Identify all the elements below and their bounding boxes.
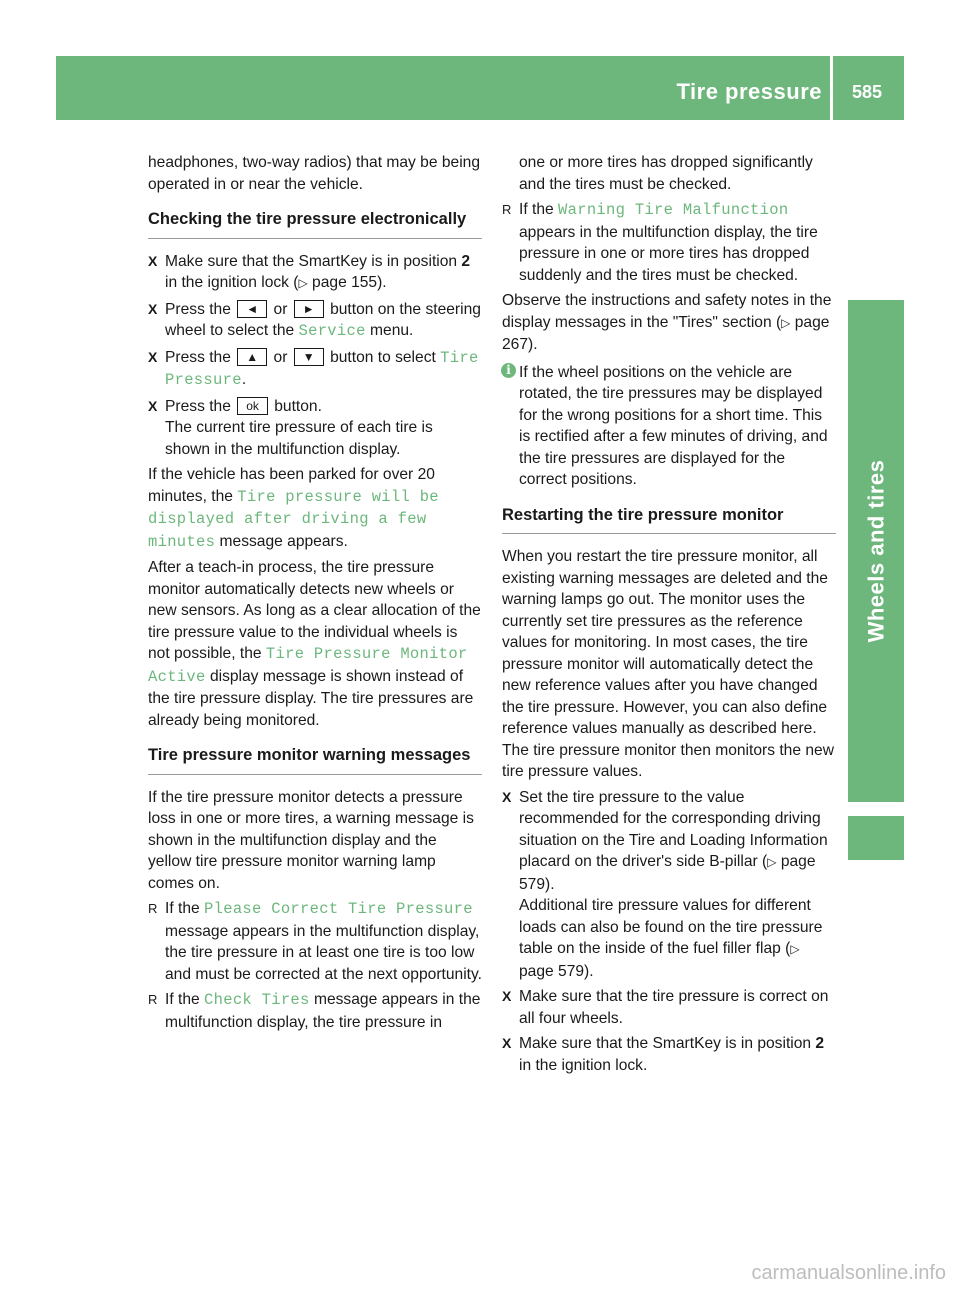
left-arrow-key-icon: ◄ (237, 300, 267, 318)
intro-text: headphones, two-way radios) that may be being operated in or near the vehicle. (148, 154, 480, 193)
watermark: carmanualsonline.info (751, 1262, 946, 1284)
observe-paragraph: Observe the instructions and safety notes in the display messages in the "Tires" section (▷ page 267). (502, 292, 832, 353)
side-tab-label-wrap (848, 300, 904, 802)
step-set-pressure: X Set the tire pressure to the value recommended for the corresponding driving situation on the Tire and Loading Information placard on the driver's side B-pillar (▷ page 579). Additional tire pressure values for different loads can also be found on the tire pressure table on the inside of the fuel filler flap (▷ page 579). (502, 787, 836, 983)
continued-text: one or more tires has dropped significantly and the tires must be checked. (519, 154, 813, 193)
warning-paragraph: If the tire pressure monitor detects a pressure loss in one or more tires, a warning message is shown in the multifunction display and the yellow tire pressure monitor warning lamp comes on. (148, 788, 474, 892)
left-column (148, 152, 482, 1037)
ok-key-icon: ok (237, 397, 268, 415)
step-smartkey: X Make sure that the SmartKey is in position 2 in the ignition lock (▷ page 155). (148, 251, 482, 295)
parked-paragraph: If the vehicle has been parked for over 20 minutes, the Tire pressure will be displayed after driving a few minutes message appears. (148, 466, 439, 551)
side-tab-block (848, 816, 904, 860)
step-select-service: X Press the ◄ or ► button on the steering wheel to select the Service menu. (148, 299, 482, 343)
step-check-four-wheels: X Make sure that the tire pressure is correct on all four wheels. (502, 986, 836, 1029)
right-column (502, 152, 836, 1080)
page-ref-icon: ▷ (298, 276, 308, 290)
section-heading-warning: Tire pressure monitor warning messages (148, 745, 482, 775)
step-select-tire-pressure: X Press the ▲ or ▼ button to select Tire Pressure. (148, 347, 482, 392)
page-ref-icon: ▷ (767, 855, 777, 869)
page-number: 585 (851, 82, 882, 102)
bullet-check-tires: R If the Check Tires message appears in the multifunction display, the tire pressure in (148, 989, 482, 1033)
display-message-warning-malfunction: Warning Tire Malfunction (558, 201, 789, 219)
section-heading-checking: Checking the tire pressure electronically (148, 209, 482, 239)
page-ref-icon: ▷ (781, 315, 791, 330)
side-tab-label: Wheels and tires (863, 459, 888, 643)
info-icon: i (501, 363, 516, 378)
display-message-service: Service (298, 322, 366, 340)
restart-paragraph: When you restart the tire pressure monitor, all existing warning messages are deleted and the warning lamps go out. The monitor uses the currently set tire pressures as the reference values for monitoring. In most cases, the tire pressure monitor will automatically detect the new reference values after you have changed the tire pressure. However, you can also define reference values manually as described here. The tire pressure monitor then monitors the new tire pressure values. (502, 548, 834, 780)
teach-in-paragraph: After a teach-in process, the tire pressure monitor automatically detects new wheels or new sensors. As long as a clear allocation of the tire pressure value to the individual wheels is not possible, the Tire Pressure Monitor Active display message is shown instead of the tire pressure display. The tire pressures are already being monitored. (148, 559, 481, 729)
display-message-tire-pressure: Tire Pressure (165, 348, 479, 389)
page-title: Tire pressure (676, 79, 822, 104)
display-message-please-correct: Please Correct Tire Pressure (204, 900, 473, 918)
display-message-check-tires: Check Tires (204, 991, 310, 1009)
bullet-warning-malfunction: R If the Warning Tire Malfunction appears in the multifunction display, the tire pressure in one or more tires has dropped suddenly and the tires must be checked. (502, 199, 836, 286)
bullet-please-correct: R If the Please Correct Tire Pressure message appears in the multifunction display, the tire pressure in at least one tire is too low and must be corrected at the next opportunity. (148, 898, 482, 985)
info-note: i If the wheel positions on the vehicle are rotated, the tire pressures may be displayed for the wrong positions for a short time. This is rectified after a few minutes of driving, and the tire pressures are displayed for the correct positions. (502, 362, 836, 491)
step-smartkey-position: X Make sure that the SmartKey is in position 2 in the ignition lock. (502, 1033, 836, 1076)
header-divider (830, 56, 833, 120)
right-arrow-key-icon: ► (294, 300, 324, 318)
header-bar (56, 56, 904, 120)
display-message-tire-pressure-will-be: Tire pressure will be displayed after driving a few minutes (148, 487, 439, 551)
page-ref-icon: ▷ (790, 942, 800, 956)
display-message-monitor-active: Tire Pressure Monitor Active (148, 645, 468, 686)
down-arrow-key-icon: ▼ (294, 348, 324, 366)
section-heading-restarting: Restarting the tire pressure monitor (502, 505, 836, 535)
up-arrow-key-icon: ▲ (237, 348, 267, 366)
step-press-ok: X Press the ok button. The current tire pressure of each tire is shown in the multifunction display. (148, 396, 482, 461)
